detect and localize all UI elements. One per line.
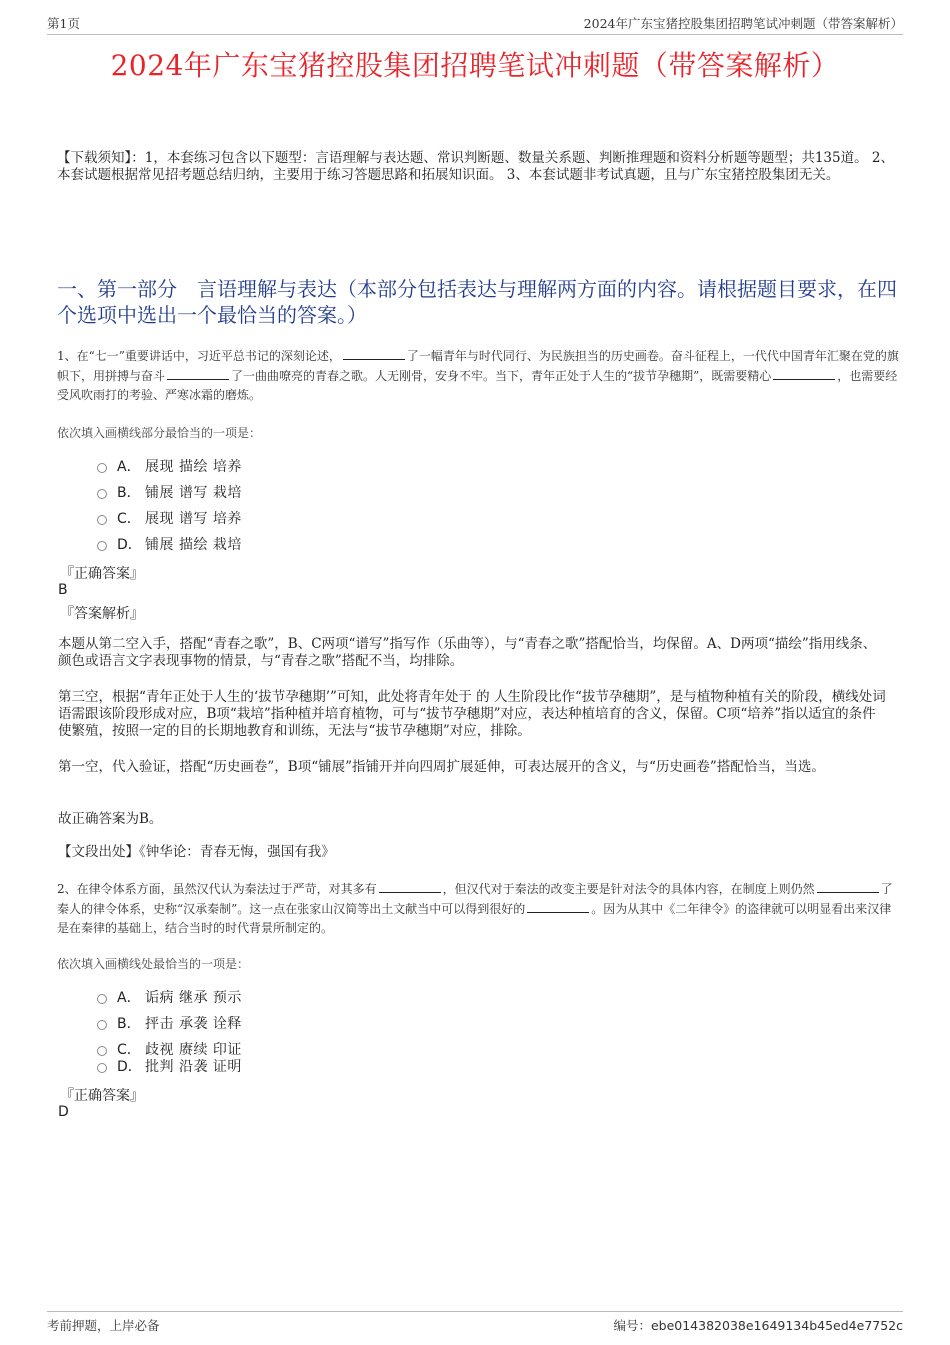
radio-icon[interactable] xyxy=(97,1020,107,1030)
option-letter: C． xyxy=(117,511,141,527)
question-2-answer-label: 『正确答案』 xyxy=(60,1088,144,1104)
question-1-stem-part: 1、在“七一”重要讲话中，习近平总书记的深刻论述， xyxy=(57,349,341,363)
question-1-stem-part: 了一幅青年与时代同行、为民族担当的历史画卷。奋斗征程上，一代代中国青年汇聚在党的旗帜下，用拼搏与奋斗 xyxy=(57,349,899,383)
question-2-prompt: 依次填入画横线处最恰当的一项是： xyxy=(57,957,250,971)
option-text: 铺展 描绘 栽培 xyxy=(145,537,242,553)
option-letter: B． xyxy=(117,1016,141,1032)
answer-blank xyxy=(343,346,405,360)
page-number: 第1页 xyxy=(47,16,80,31)
option-letter: A． xyxy=(117,990,141,1006)
answer-blank xyxy=(817,879,879,893)
question-2-stem-part: 2、在律令体系方面，虽然汉代认为秦法过于严苛，对其多有 xyxy=(57,882,377,896)
question-2-stem-part: ，但汉代对于秦法的改变主要是针对法令的具体内容，在制度上则仍然 xyxy=(442,882,815,896)
option-text: 批判 沿袭 证明 xyxy=(145,1059,242,1075)
question-2-stem-part: 。因为从其中《二年律令》的盗律就可以明显看出来汉律是在秦律的基础上，结合当时的时代背景所制定的。 xyxy=(57,902,892,935)
question-1-option-b[interactable] xyxy=(97,483,242,501)
option-letter: D． xyxy=(117,537,142,553)
radio-icon[interactable] xyxy=(97,1063,107,1073)
document-title: 2024年广东宝猪控股集团招聘笔试冲刺题（带答案解析） xyxy=(110,49,840,82)
question-1-answer: B xyxy=(58,582,68,598)
option-letter: B． xyxy=(117,485,141,501)
question-1-analysis-label: 『答案解析』 xyxy=(60,606,144,622)
footer-slogan: 考前押题，上岸必备 xyxy=(47,1318,160,1333)
footer-code: ebe014382038e1649134b45ed4e7752c xyxy=(650,1318,903,1333)
question-1-option-d[interactable] xyxy=(97,535,242,553)
question-1-stem xyxy=(57,346,902,405)
question-1-answer-label: 『正确答案』 xyxy=(60,566,144,582)
analysis-paragraph: 本题从第二空入手，搭配“青春之歌”，B、C两项“谱写”指写作（乐曲等），与“青春之歌”搭配恰当，均保留。A、D两项“描绘”指用线条、颜色或语言文字表现事物的情景，与“青春之歌”搭配不当，均排除。 xyxy=(58,636,877,669)
question-2-option-a[interactable] xyxy=(97,988,242,1006)
question-1-stem-part: ，也需要经受风吹雨打的考验、严寒冰霜的磨炼。 xyxy=(57,369,898,402)
answer-blank xyxy=(527,899,589,913)
question-2-option-d[interactable] xyxy=(97,1057,242,1075)
option-letter: D． xyxy=(117,1059,142,1075)
page-header xyxy=(47,14,903,35)
option-text: 展现 描绘 培养 xyxy=(145,459,242,475)
answer-blank xyxy=(167,366,229,380)
radio-icon[interactable] xyxy=(97,1046,107,1056)
radio-icon[interactable] xyxy=(97,541,107,551)
radio-icon[interactable] xyxy=(97,515,107,525)
question-1-prompt: 依次填入画横线部分最恰当的一项是： xyxy=(57,426,262,440)
question-2-option-b[interactable] xyxy=(97,1014,242,1032)
footer-code-label: 编号： xyxy=(613,1318,651,1333)
answer-blank xyxy=(773,366,835,380)
question-2-answer: D xyxy=(58,1104,69,1120)
answer-blank xyxy=(379,879,441,893)
header-doc-name: 2024年广东宝猪控股集团招聘笔试冲刺题（带答案解析） xyxy=(583,16,903,31)
option-letter: A． xyxy=(117,459,141,475)
radio-icon[interactable] xyxy=(97,994,107,1004)
option-text: 展现 谱写 培养 xyxy=(145,511,242,527)
page-footer xyxy=(47,1311,903,1334)
analysis-paragraph: 第一空，代入验证，搭配“历史画卷”，B项“铺展”指铺开并向四周扩展延伸，可表达展开的含义，与“历史画卷”搭配恰当，当选。 xyxy=(58,759,825,775)
question-1-source: 【文段出处】《钟华论：青春无悔，强国有我》 xyxy=(58,844,335,860)
question-2-stem-part: 了秦人的律令体系，史称“汉承秦制”。这一点在张家山汉简等出土文献当中可以得到很好的 xyxy=(57,882,893,916)
option-letter: C． xyxy=(117,1042,141,1058)
option-text: 诟病 继承 预示 xyxy=(145,990,242,1006)
download-notice: 【下载须知】：1，本套练习包含以下题型：言语理解与表达题、常识判断题、数量关系题、判断推理题和资料分析题等题型；共135道。 2、本套试题根据常见招考题总结归纳，主要用于练习答题思路和拓展知识面。 3、本套试题非考试真题，且与广东宝猪控股集团无关。 xyxy=(57,150,894,183)
question-1-option-c[interactable] xyxy=(97,509,242,527)
question-1-stem-part: 了一曲曲嘹亮的青春之歌。人无刚骨，安身不牢。当下，青年正处于人生的“拔节孕穗期”，既需要精心 xyxy=(231,369,772,383)
section-title: 一、第一部分 言语理解与表达（本部分包括表达与理解两方面的内容。请根据题目要求，在四个选项中选出一个最恰当的答案。） xyxy=(57,277,897,327)
option-text: 铺展 谱写 栽培 xyxy=(145,485,242,501)
footer-code-block xyxy=(613,1316,903,1334)
question-2-stem xyxy=(57,879,902,938)
analysis-conclusion: 故正确答案为B。 xyxy=(58,811,163,827)
analysis-paragraph: 第三空，根据“青年正处于人生的‘拔节孕穗期’”可知，此处将青年处于 的 人生阶段比作“拔节孕穗期”，是与植物种植有关的阶段，横线处词语需跟该阶段形成对应，B项“栽培”指种植并培育植物，可与“拔节孕穗期”对应，表达种植培育的含义，保留。C项“培养”指以适宜的条件使繁殖，按照一定的目的长期地教育和训练，无法与“拔节孕穗期”对应，排除。 xyxy=(58,689,886,739)
option-text: 歧视 赓续 印证 xyxy=(145,1042,242,1058)
option-text: 抨击 承袭 诠释 xyxy=(145,1016,242,1032)
radio-icon[interactable] xyxy=(97,489,107,499)
question-1-option-a[interactable] xyxy=(97,457,242,475)
radio-icon[interactable] xyxy=(97,463,107,473)
